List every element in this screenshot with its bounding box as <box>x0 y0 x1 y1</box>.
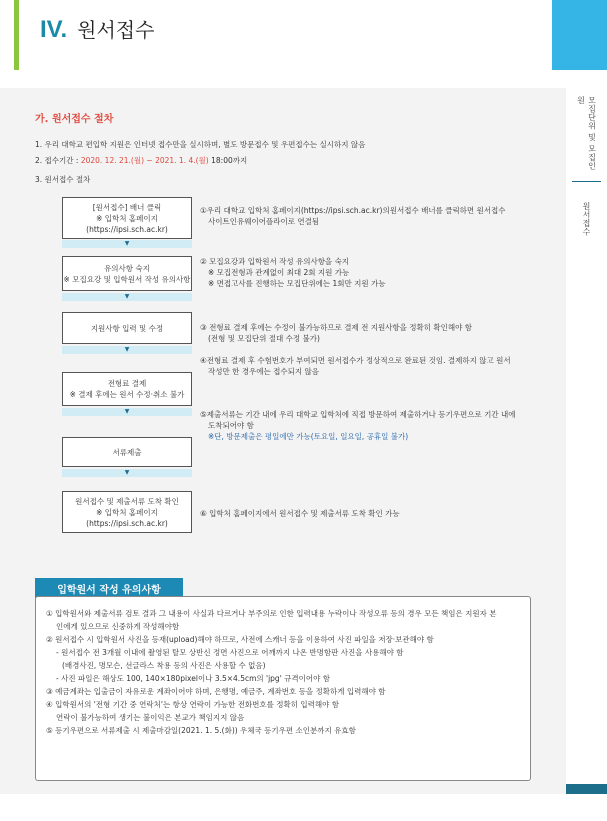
flow-desc-6 <box>200 508 535 519</box>
procedure-item-3: 3. 원서접수 절차 <box>35 175 91 184</box>
flow-desc-4 <box>200 355 535 377</box>
flow-arrow <box>62 293 192 301</box>
period-label: 2. 접수기간 : <box>35 156 81 165</box>
flow-desc-3 <box>200 322 535 344</box>
page-header <box>0 0 607 70</box>
chapter-number: IV. <box>40 16 68 43</box>
flow-step-text: ※ 결제 후에는 원서 수정·취소 불가 <box>69 390 185 399</box>
flow-desc-line: ② 모집요강과 입학원서 작성 유의사항을 숙지 <box>200 257 350 266</box>
side-index <box>566 88 607 794</box>
flow-step-text: 원서접수 및 제출서류 도착 확인 <box>75 496 179 506</box>
flow-step-text: ※ 모집요강 및 입학원서 작성 유의사항 <box>63 274 191 284</box>
caution-line: - 사진 파일은 해상도 100, 140×180pixel이나 3.5×4.5cm의 'jpg' 규격이어야 함 <box>56 674 330 683</box>
flow-step-text: (https://ipsi.sch.ac.kr) <box>86 518 168 528</box>
header-side-strip <box>552 0 607 70</box>
arrow-down-icon: ▼ <box>124 469 130 476</box>
flow-step-text: 유의사항 숙지 <box>104 263 150 273</box>
flow-step-text: (https://ipsi.sch.ac.kr) <box>86 224 168 234</box>
side-tab-label: 모집단위 및 모집인원 <box>576 96 597 171</box>
side-marker <box>566 784 607 794</box>
flow-desc-line: 작성만 한 경우에는 접수되지 않음 <box>208 367 319 376</box>
flow-desc-line: ③ 전형료 결제 후에는 수정이 불가능하므로 결제 전 지원사항을 정확히 확인해야 함 <box>200 323 473 332</box>
caution-line: ④ 입학원서의 '전형 기간 중 연락처'는 항상 연락이 가능한 전화번호를 정확히 입력해야 함 <box>46 700 340 709</box>
flow-step-3 <box>62 312 192 344</box>
flow-desc-line: ※ 면접고사를 진행하는 모집단위에는 1회만 지원 가능 <box>208 279 386 288</box>
section-title: 가. 원서접수 절차 <box>35 114 114 125</box>
caution-line: - 원서접수 전 3개월 이내에 촬영된 탈모 상반신 정면 사진으로 어깨까지 나온 반명함판 사진을 사용해야 함 <box>56 648 404 657</box>
flow-desc-line: 사이트인유웨이어플라이로 연결됨 <box>208 217 320 226</box>
flow-step-text: [원서접수] 배너 클릭 <box>92 202 162 212</box>
flow-desc-note: ※단, 방문제출은 평일에만 가능(토요일, 일요일, 공휴일 불가) <box>208 432 409 441</box>
side-divider <box>572 181 601 182</box>
flow-arrow <box>62 240 192 248</box>
flow-step-1 <box>62 197 192 239</box>
caution-line: 연락이 불가능하여 생기는 불이익은 본교가 책임지지 않음 <box>56 713 245 722</box>
flow-step-4 <box>62 372 192 406</box>
header-accent-bar <box>14 0 19 70</box>
flow-step-text: ※ 입학처 홈페이지 <box>96 213 158 223</box>
flow-desc-line: ①우리 대학교 입학처 홈페이지(https://ipsi.sch.ac.kr)의원서접수 배너를 클릭하면 원서접수 <box>200 206 506 215</box>
flow-step-text: 서류제출 <box>112 447 142 457</box>
procedure-item-1: 1. 우리 대학교 편입학 지원은 인터넷 접수만을 실시하며, 별도 방문접수 및 우편접수는 실시하지 않음 <box>35 140 366 149</box>
caution-line: 인에게 있으므로 신중하게 작성해야함 <box>56 622 180 631</box>
flow-step-text: ※ 입학처 홈페이지 <box>96 507 158 517</box>
arrow-down-icon: ▼ <box>124 293 130 300</box>
flow-desc-1 <box>200 205 535 227</box>
caution-line: ③ 예금계좌는 입출금이 자유로운 계좌이어야 하며, 은행명, 예금주, 계좌번호 등을 정확하게 입력해야 함 <box>46 687 386 696</box>
main-content <box>0 88 566 794</box>
flow-step-2 <box>62 256 192 291</box>
flow-desc-line: 도착되어야 함 <box>208 421 254 430</box>
flow-step-text: 전형료 결제 <box>107 379 147 388</box>
procedure-item-2 <box>35 155 247 166</box>
caution-line: (배경사진, 명모슨, 선글라스 착용 등의 사진은 사용할 수 없음) <box>62 661 266 670</box>
period-dates: 2020. 12. 21.(월) ~ 2021. 1. 4.(월) <box>80 156 209 165</box>
caution-line: ⑤ 등기우편으로 서류제출 시 제출마감일(2021. 1. 5.(화)) 우체국 등기우편 소인분까지 유효함 <box>46 726 356 735</box>
arrow-down-icon: ▼ <box>124 346 130 353</box>
caution-box <box>35 596 531 781</box>
caution-line: ② 원서접수 시 입학원서 사진을 등재(upload)해야 하므로, 사전에 스캐너 등을 이용하여 사진 파일을 저장·보관해야 함 <box>46 635 434 644</box>
caution-line: ① 입학원서와 제출서류 검토 결과 그 내용이 사실과 다르거나 부주의로 인한 입력내용 누락이나 작성오류 등의 경우 모든 책임은 지원자 본 <box>46 609 497 618</box>
flow-step-text: 지원사항 입력 및 수정 <box>90 323 164 333</box>
chapter-heading <box>40 14 154 44</box>
flow-step-5 <box>62 437 192 467</box>
side-tab-application[interactable] <box>566 202 607 252</box>
flow-desc-line: ⑤제출서류는 기간 내에 우리 대학교 입학처에 직접 방문하여 제출하거나 등기우편으로 기간 내에 <box>200 410 516 419</box>
flow-arrow <box>62 469 192 477</box>
side-tab-recruitment[interactable] <box>566 96 607 174</box>
flow-desc-line: ④전형료 결제 후 수험번호가 부여되면 원서접수가 정상적으로 완료된 것임. 결제하지 않고 원서 <box>200 356 511 365</box>
side-tab-label: 원서접수 <box>582 202 591 236</box>
caution-banner: 입학원서 작성 유의사항 <box>35 578 183 598</box>
flow-desc-line: ⑥ 입학처 홈페이지에서 원서접수 및 제출서류 도착 확인 가능 <box>200 509 400 518</box>
flow-arrow <box>62 408 192 416</box>
flow-step-6 <box>62 491 192 533</box>
chapter-title: 원서접수 <box>77 18 155 42</box>
period-time: 18:00까지 <box>208 156 248 165</box>
flow-arrow <box>62 346 192 354</box>
flow-desc-line: (전형 및 모집단위 절대 수정 불가) <box>208 334 320 343</box>
flow-desc-2 <box>200 256 535 289</box>
flow-desc-5 <box>200 409 535 442</box>
arrow-down-icon: ▼ <box>124 408 130 415</box>
arrow-down-icon: ▼ <box>124 240 130 247</box>
flow-desc-line: ※ 모집전형과 관계없이 최대 2회 지원 가능 <box>208 268 350 277</box>
